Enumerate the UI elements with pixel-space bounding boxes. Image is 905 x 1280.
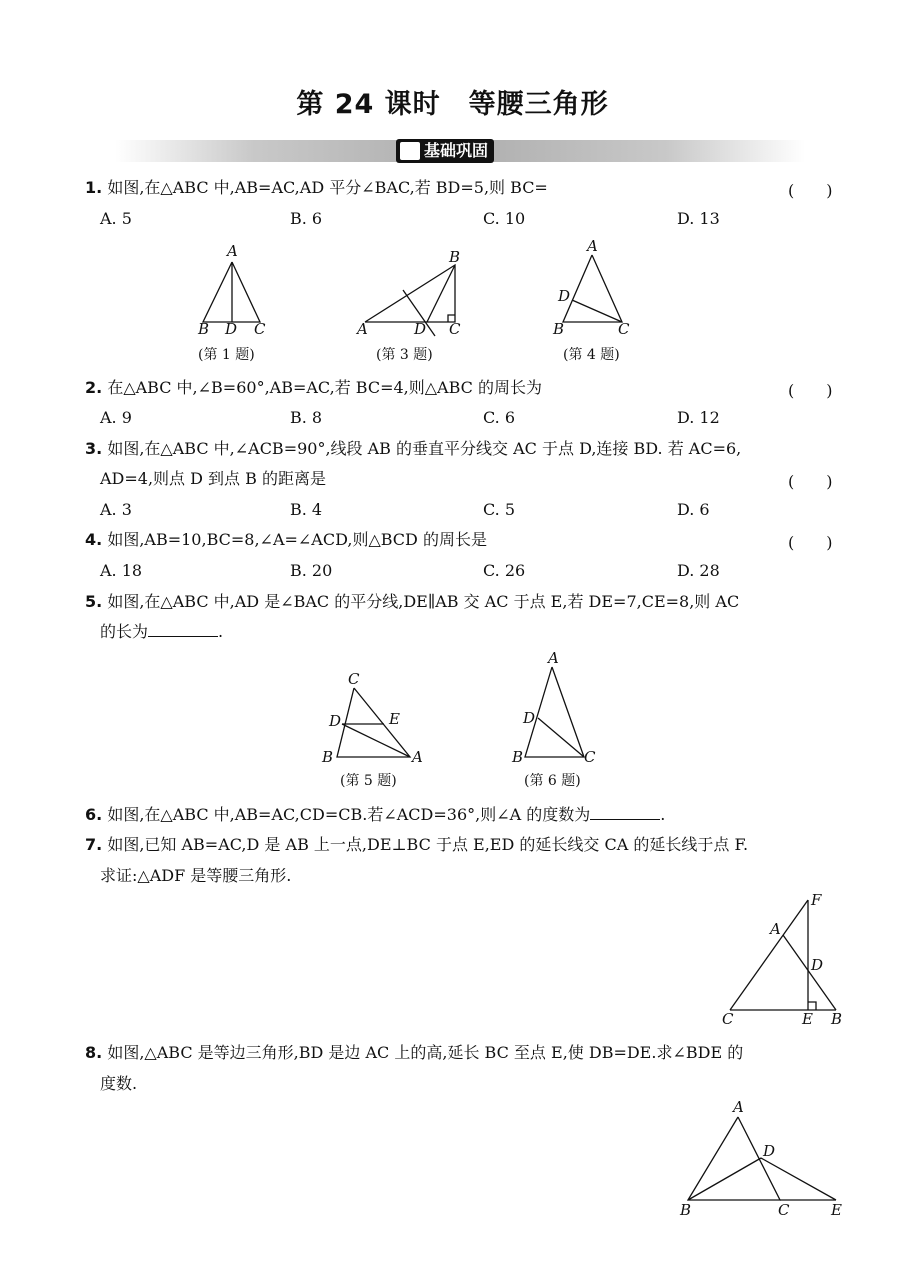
section-label: 基础巩固 xyxy=(424,141,489,160)
point-label: D xyxy=(523,709,536,727)
answer-paren: ( ) xyxy=(788,472,833,491)
answer-paren: ( ) xyxy=(788,181,833,200)
question-8 xyxy=(85,1043,743,1063)
figure-caption: (第 1 题) xyxy=(198,347,255,363)
point-label: E xyxy=(831,1201,842,1219)
point-label: A xyxy=(770,920,781,938)
point-label: A xyxy=(357,320,368,338)
option-a: A. 5 xyxy=(100,209,132,228)
option-a: A. 3 xyxy=(100,500,132,519)
point-label: C xyxy=(348,670,360,688)
point-label: C xyxy=(722,1010,734,1028)
q-number: 2. xyxy=(85,378,103,397)
q-number: 3. xyxy=(85,439,103,458)
q-text: 如图,△ABC 是等边三角形,BD 是边 AC 上的高,延长 BC 至点 E,使 DB=DE.求∠BDE 的 xyxy=(107,1043,744,1062)
question-7-line2: 求证:△ADF 是等腰三角形. xyxy=(100,866,292,885)
figure-1 xyxy=(203,262,260,322)
q-number: 1. xyxy=(85,178,103,197)
point-label: C xyxy=(584,748,596,766)
point-label: A xyxy=(227,242,238,260)
point-label: B xyxy=(553,320,565,338)
option-c: C. 6 xyxy=(483,408,516,427)
option-c: C. 5 xyxy=(483,500,516,519)
point-label: D xyxy=(225,320,238,338)
question-8-line2: 度数. xyxy=(100,1074,138,1093)
point-label: C xyxy=(254,320,266,338)
figure-8 xyxy=(688,1117,836,1200)
answer-paren: ( ) xyxy=(788,381,833,400)
q-text: 在△ABC 中,∠B=60°,AB=AC,若 BC=4,则△ABC 的周长为 xyxy=(107,378,542,397)
point-label: D xyxy=(329,712,342,730)
point-label: C xyxy=(618,320,630,338)
point-label: B xyxy=(322,748,334,766)
figure-caption: (第 3 题) xyxy=(376,347,433,363)
point-label: C xyxy=(449,320,461,338)
point-label: C xyxy=(778,1201,790,1219)
figure-caption: (第 4 题) xyxy=(563,347,620,363)
figure-caption: (第 5 题) xyxy=(340,773,397,789)
figure-7 xyxy=(730,900,836,1010)
q-number: 4. xyxy=(85,530,103,549)
figure-4 xyxy=(563,255,622,322)
q-text: 如图,已知 AB=AC,D 是 AB 上一点,DE⊥BC 于点 E,ED 的延长线交 CA 的延长线于点 F. xyxy=(107,835,749,854)
point-label: D xyxy=(763,1142,776,1160)
point-label: E xyxy=(802,1010,813,1028)
q-text: . xyxy=(660,805,666,824)
point-label: A xyxy=(412,748,423,766)
q-number: 6. xyxy=(85,805,103,824)
point-label: B xyxy=(198,320,210,338)
point-label: A xyxy=(548,649,559,667)
q-text: 的长为 xyxy=(100,622,149,641)
q-text: 如图,在△ABC 中,∠ACB=90°,线段 AB 的垂直平分线交 AC 于点 D,连接 BD. 若 AC=6, xyxy=(107,439,742,458)
option-b: B. 8 xyxy=(290,408,323,427)
option-c: C. 26 xyxy=(483,561,526,580)
q-text: 如图,在△ABC 中,AB=AC,CD=CB.若∠ACD=36°,则∠A 的度数为 xyxy=(107,805,591,824)
question-6 xyxy=(85,805,665,825)
q-number: 8. xyxy=(85,1043,103,1062)
figure-caption: (第 6 题) xyxy=(524,773,581,789)
figure-3 xyxy=(365,265,455,336)
q-text: 如图,在△ABC 中,AB=AC,AD 平分∠BAC,若 BD=5,则 BC= xyxy=(107,178,548,197)
question-5 xyxy=(85,592,739,612)
point-label: A xyxy=(587,237,598,255)
point-label: A xyxy=(733,1098,744,1116)
page-title: 第 24 课时 等腰三角形 xyxy=(296,89,609,120)
q-number: 7. xyxy=(85,835,103,854)
point-label: E xyxy=(389,710,400,728)
option-d: D. 12 xyxy=(677,408,720,427)
point-label: F xyxy=(811,891,822,909)
q-text: 如图,在△ABC 中,AD 是∠BAC 的平分线,DE∥AB 交 AC 于点 E,若 DE=7,CE=8,则 AC xyxy=(107,592,740,611)
point-label: D xyxy=(811,956,824,974)
point-label: B xyxy=(831,1010,843,1028)
question-7 xyxy=(85,835,748,855)
answer-paren: ( ) xyxy=(788,533,833,552)
point-label: D xyxy=(414,320,427,338)
point-label: B xyxy=(680,1201,692,1219)
question-2 xyxy=(85,378,542,398)
option-d: D. 28 xyxy=(677,561,720,580)
question-3-line2: AD=4,则点 D 到点 B 的距离是 xyxy=(100,469,326,488)
question-4 xyxy=(85,530,487,550)
point-label: D xyxy=(558,287,571,305)
option-d: D. 13 xyxy=(677,209,720,228)
option-c: C. 10 xyxy=(483,209,526,228)
option-b: B. 6 xyxy=(290,209,323,228)
option-a: A. 18 xyxy=(100,561,143,580)
q-text: . xyxy=(218,622,224,641)
answer-blank[interactable] xyxy=(590,805,660,820)
option-b: B. 20 xyxy=(290,561,333,580)
answer-blank[interactable] xyxy=(148,622,218,637)
option-a: A. 9 xyxy=(100,408,132,427)
question-3 xyxy=(85,439,741,459)
option-b: B. 4 xyxy=(290,500,323,519)
question-5-line2 xyxy=(100,622,223,642)
option-d: D. 6 xyxy=(677,500,710,519)
q-number: 5. xyxy=(85,592,103,611)
point-label: B xyxy=(512,748,524,766)
point-label: B xyxy=(449,248,461,266)
q-text: 如图,AB=10,BC=8,∠A=∠ACD,则△BCD 的周长是 xyxy=(107,530,487,549)
